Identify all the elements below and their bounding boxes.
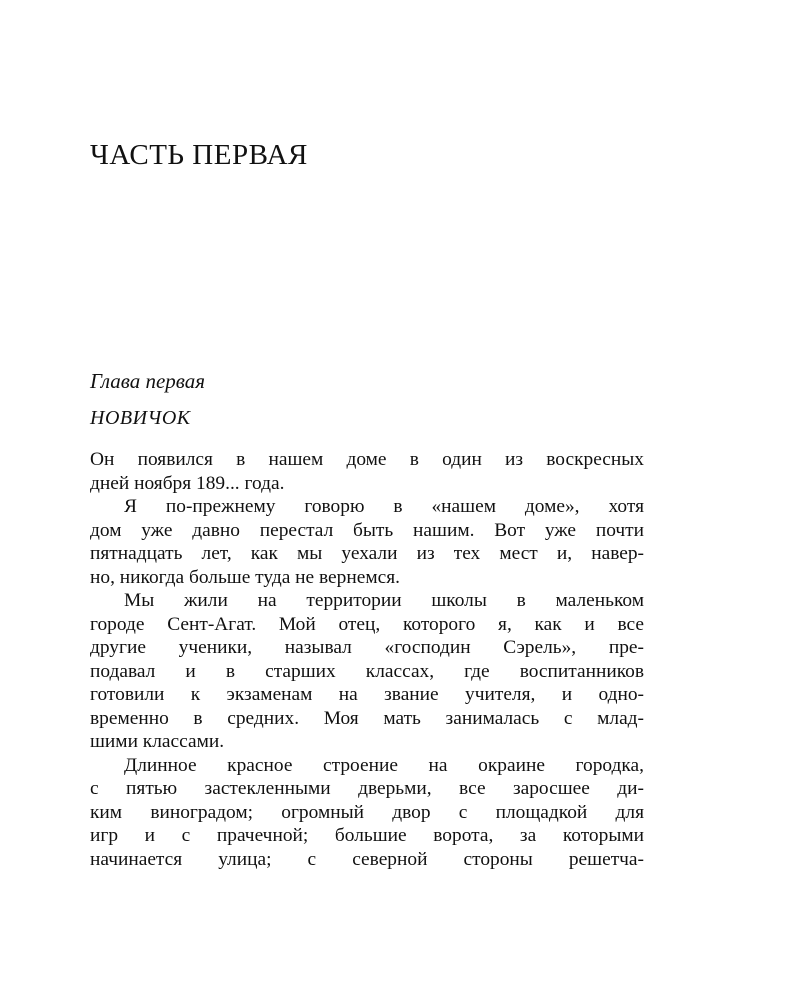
text-line: Длинное красное строение на окраине городка, — [124, 754, 644, 776]
chapter-label: Глава первая — [90, 369, 206, 393]
text-line: временно в средних. Моя мать занималась с млад- — [90, 707, 644, 729]
part-title: ЧАСТЬ ПЕРВАЯ — [90, 139, 308, 171]
text-line: шими классами. — [90, 731, 225, 752]
text-line: но, никогда больше туда не вернемся. — [90, 566, 400, 588]
body-text — [90, 448, 644, 871]
chapter-name: НОВИЧОК — [90, 407, 191, 429]
text-line: пятнадцать лет, как мы уехали из тех мест и, навер- — [90, 543, 644, 564]
text-line: дом уже давно перестал быть нашим. Вот уже почти — [90, 519, 644, 541]
text-line: другие ученики, называл «господин Сэрель», пре- — [90, 637, 644, 658]
text-line: с пятью застекленными дверьми, все заросшее ди- — [90, 778, 644, 799]
paragraph-3 — [90, 589, 644, 754]
text-line: начинается улица; с северной стороны решетча- — [90, 848, 644, 870]
paragraph-1 — [90, 448, 644, 495]
text-line: игр и с прачечной; большие ворота, за которыми — [90, 825, 644, 846]
paragraph-2 — [90, 495, 644, 589]
text-line: ким виноградом; огромный двор с площадкой для — [90, 801, 644, 823]
text-line: дней ноября 189... года. — [90, 472, 285, 494]
text-line: Я по-прежнему говорю в «нашем доме», хотя — [124, 496, 644, 517]
text-line: подавал и в старших классах, где воспитанников — [90, 660, 644, 682]
paragraph-4 — [90, 754, 644, 872]
text-line: Он появился в нашем доме в один из воскресных — [90, 449, 644, 470]
text-line: готовили к экзаменам на звание учителя, и одно- — [90, 684, 644, 705]
text-line: Мы жили на территории школы в маленьком — [124, 590, 644, 611]
text-line: городе Сент-Агат. Мой отец, которого я, как и все — [90, 613, 644, 635]
